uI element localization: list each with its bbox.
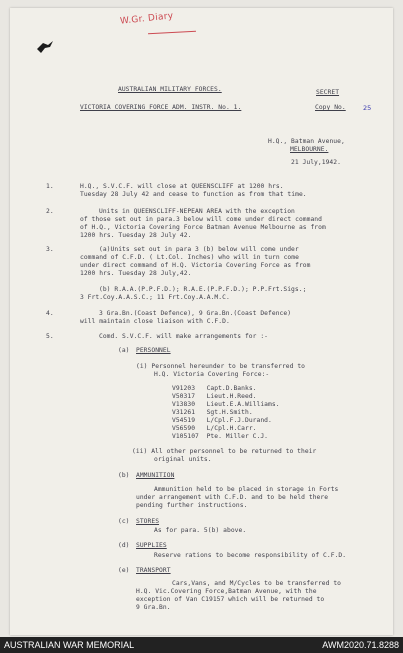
para-line: H.Q., S.V.C.F. will close at QUEENSCLIFF at 1200 hrs.: [80, 183, 284, 190]
secret-mark: SECRET: [316, 89, 340, 96]
address-line-2: MELBOURNE.: [290, 146, 329, 153]
para-line: Comd. S.V.C.F. will make arrangements for :-: [99, 333, 269, 340]
personnel-entry: V50317 Lieut.H.Reed.: [172, 393, 257, 400]
para-line: (ii) All other personnel to be returned to their: [132, 448, 317, 455]
subpara-heading: AMMUNITION: [136, 472, 175, 479]
footer-bar: [0, 637, 403, 653]
subpara-heading: TRANSPORT: [136, 567, 171, 574]
para-line: H.Q. Vic.Covering Force,Batman Avenue, with the: [136, 588, 317, 595]
personnel-entry: V31261 Sgt.H.Smith.: [172, 409, 253, 416]
punch-clip-icon: [36, 40, 54, 54]
para-line: 3 Frt.Coy.A.A.S.C.; 11 Frt.Coy.A.A.M.C.: [80, 294, 230, 301]
para-line: will maintain close liaison with C.F.D.: [80, 318, 230, 325]
personnel-entry: V54519 L/Cpl.F.J.Durand.: [172, 417, 272, 424]
para-number: 1.: [46, 183, 54, 190]
para-number: 3.: [46, 246, 54, 253]
handwritten-annotation: W.Gr. Diary: [119, 11, 174, 27]
subpara-heading: PERSONNEL: [136, 347, 171, 354]
para-line: under direct command of H.Q. Victoria Covering Force as from: [80, 262, 311, 269]
document-date: 21 July,1942.: [291, 159, 341, 166]
para-line: Ammunition held to be placed in storage in Forts: [154, 486, 339, 493]
para-line: (i) Personnel hereunder to be transferred to: [136, 363, 306, 370]
para-line: (a)Units set out in para 3 (b) below will come under: [99, 246, 299, 253]
para-line: of H.Q., Victoria Covering Force Batman Avenue Melbourne as from: [80, 224, 326, 231]
para-line: of those set out in para.3 below will come under direct command: [80, 216, 322, 223]
subpara-label: (e): [118, 567, 130, 574]
para-line: Units in QUEENSCLIFF-NEPEAN AREA with the exception: [99, 208, 295, 215]
personnel-entry: V91203 Capt.D.Banks.: [172, 385, 257, 392]
copy-number: 25: [363, 104, 372, 112]
personnel-entry: V56590 L/Cpl.H.Carr.: [172, 425, 257, 432]
personnel-entry: V105107 Pte. Miller C.J.: [172, 433, 269, 440]
document-subtitle: VICTORIA COVERING FORCE ADM. INSTR. No. 1.: [80, 104, 242, 111]
para-line: under arrangement with C.F.D. and to be held there: [136, 494, 329, 501]
para-line: (b) R.A.A.(P.P.F.D.); R.A.E.(P.P.F.D.); P.P.Frt.Sigs.;: [99, 286, 307, 293]
para-line: 3 Gra.Bn.(Coast Defence), 9 Gra.Bn.(Coast Defence): [99, 310, 292, 317]
document-title: AUSTRALIAN MILITARY FORCES.: [118, 86, 222, 93]
para-line: H.Q. Victoria Covering Force:-: [154, 371, 270, 378]
subpara-label: (a): [118, 347, 130, 354]
para-line: Cars,Vans, and M/Cycles to be transferred to: [172, 580, 342, 587]
subpara-label: (b): [118, 472, 130, 479]
address-line-1: H.Q., Batman Avenue,: [268, 138, 345, 145]
para-line: original units.: [154, 456, 212, 463]
subpara-label: (d): [118, 542, 130, 549]
para-number: 2.: [46, 208, 54, 215]
footer-source: AUSTRALIAN WAR MEMORIAL: [4, 640, 135, 650]
para-line: command of C.F.D. ( Lt.Col. Inches) who will in turn come: [80, 254, 299, 261]
subpara-heading: STORES: [136, 518, 160, 525]
para-line: Tuesday 28 July 42 and cease to function as from that time.: [80, 191, 307, 198]
para-line: exception of Van C19157 which will be returned to: [136, 596, 325, 603]
para-line: pending further instructions.: [136, 502, 248, 509]
para-number: 4.: [46, 310, 54, 317]
para-line: 1200 hrs. Tuesday 28 July,42.: [80, 270, 192, 277]
subpara-label: (c): [118, 518, 130, 525]
personnel-entry: V13830 Lieut.E.A.Williams.: [172, 401, 280, 408]
para-number: 5.: [46, 333, 54, 340]
para-line: 9 Gra.Bn.: [136, 604, 171, 611]
para-line: Reserve rations to become responsibility of C.F.D.: [154, 552, 347, 559]
copy-label: Copy No.: [315, 104, 346, 111]
subpara-heading: SUPPLIES: [136, 542, 167, 549]
footer-accession-id: AWM2020.71.8288: [322, 640, 399, 650]
para-line: As for para. 5(b) above.: [154, 527, 247, 534]
para-line: 1200 hrs. Tuesday 28 July 42.: [80, 232, 192, 239]
